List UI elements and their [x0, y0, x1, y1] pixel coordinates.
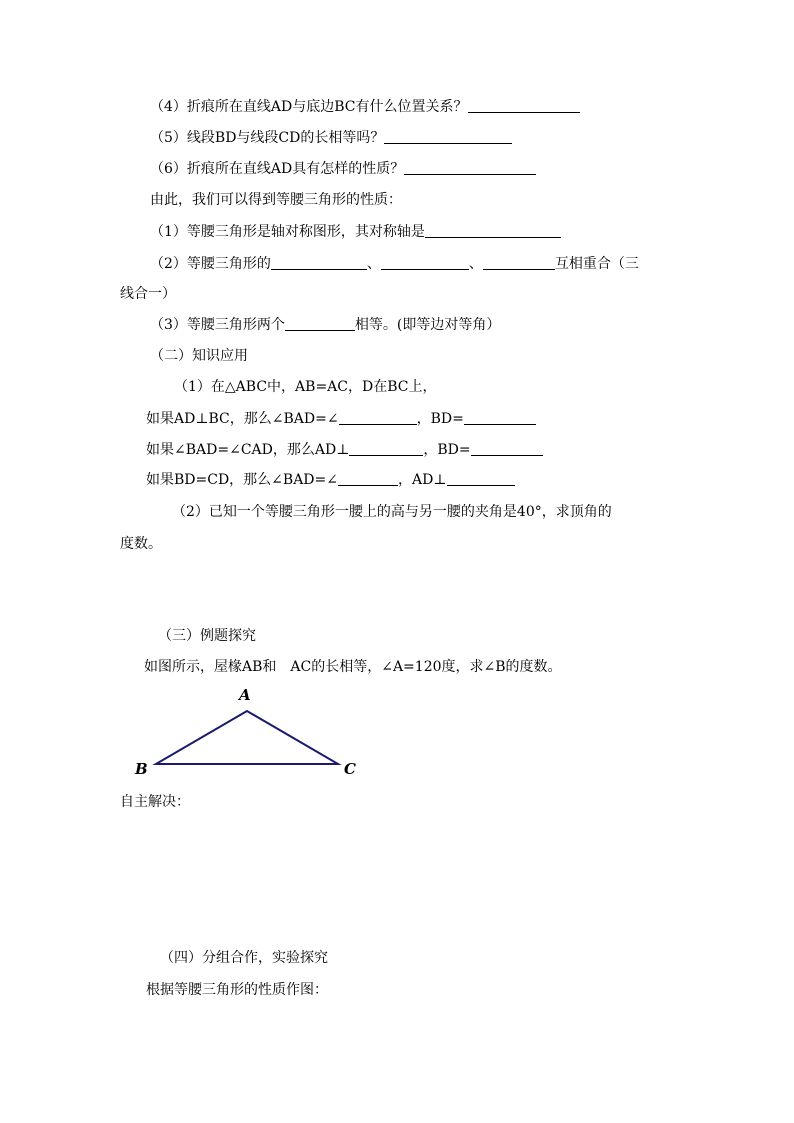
- answer-blank[interactable]: [381, 255, 469, 270]
- application-1-row-2: [146, 440, 543, 460]
- answer-blank[interactable]: [464, 410, 536, 425]
- question-4-text: （4）折痕所在直线AD与底边BC有什么位置关系？: [150, 99, 468, 115]
- row-text: ，AD⊥: [398, 472, 447, 488]
- answer-blank[interactable]: [483, 255, 555, 270]
- question-5-text: （5）线段BD与线段CD的长相等吗？: [150, 130, 385, 146]
- answer-blank[interactable]: [447, 471, 515, 486]
- answer-blank[interactable]: [339, 410, 417, 425]
- question-6-text: （6）折痕所在直线AD具有怎样的性质？: [150, 161, 405, 177]
- property-2: [150, 254, 639, 274]
- property-1: [150, 222, 561, 242]
- answer-blank[interactable]: [468, 98, 580, 113]
- drawing-instruction: 根据等腰三角形的性质作图：: [146, 982, 328, 998]
- answer-blank[interactable]: [384, 129, 512, 144]
- row-text: ，BD=: [416, 411, 464, 427]
- application-2-continuation: 度数。: [120, 536, 162, 552]
- row-text: 如果AD⊥BC，那么∠BAD=∠: [146, 411, 339, 427]
- answer-blank[interactable]: [404, 160, 536, 175]
- example-problem: 如图所示，屋椽AB和 AC的长相等，∠A=120度，求∠B的度数。: [144, 659, 562, 675]
- property-3-text: （3）等腰三角形两个: [150, 317, 285, 333]
- self-solve-label: 自主解决：: [120, 794, 190, 810]
- section-4-heading: （四）分组合作，实验探究: [160, 950, 328, 966]
- property-1-text: （1）等腰三角形是轴对称图形，其对称轴是: [150, 224, 425, 240]
- answer-blank[interactable]: [471, 441, 543, 456]
- answer-blank[interactable]: [271, 255, 367, 270]
- application-1-row-1: [146, 409, 536, 429]
- section-2-heading: （二）知识应用: [150, 348, 248, 364]
- answer-blank[interactable]: [338, 471, 398, 486]
- application-1-row-3: [146, 470, 515, 490]
- row-text: ，BD=: [423, 442, 471, 458]
- question-6: [150, 159, 536, 179]
- property-3-tail: 相等。(即等边对等角）: [354, 317, 501, 333]
- property-2-continuation: 线合一）: [120, 286, 176, 302]
- application-1: （1）在△ABC中，AB=AC，D在BC上，: [174, 379, 437, 395]
- question-5: [150, 128, 512, 148]
- property-3: [150, 315, 500, 335]
- application-2: （2）已知一个等腰三角形一腰上的高与另一腰的夹角是40°，求顶角的: [172, 504, 612, 520]
- vertex-label-b: B: [135, 760, 148, 778]
- answer-blank[interactable]: [285, 316, 355, 331]
- conclusion-line: 由此，我们可以得到等腰三角形的性质：: [150, 192, 402, 208]
- row-text: 如果BD=CD，那么∠BAD=∠: [146, 472, 338, 488]
- triangle-shape: [156, 711, 338, 764]
- separator: 、: [468, 256, 483, 272]
- property-2-text: （2）等腰三角形的: [150, 256, 271, 272]
- separator: 、: [366, 256, 381, 272]
- property-2-tail: 互相重合（三: [554, 256, 639, 272]
- answer-blank[interactable]: [349, 441, 423, 456]
- question-4: [150, 97, 580, 117]
- section-3-heading: （三）例题探究: [158, 628, 256, 644]
- vertex-label-c: C: [344, 760, 356, 778]
- vertex-label-a: A: [239, 686, 251, 704]
- answer-blank[interactable]: [425, 223, 561, 238]
- row-text: 如果∠BAD=∠CAD，那么AD⊥: [146, 442, 350, 458]
